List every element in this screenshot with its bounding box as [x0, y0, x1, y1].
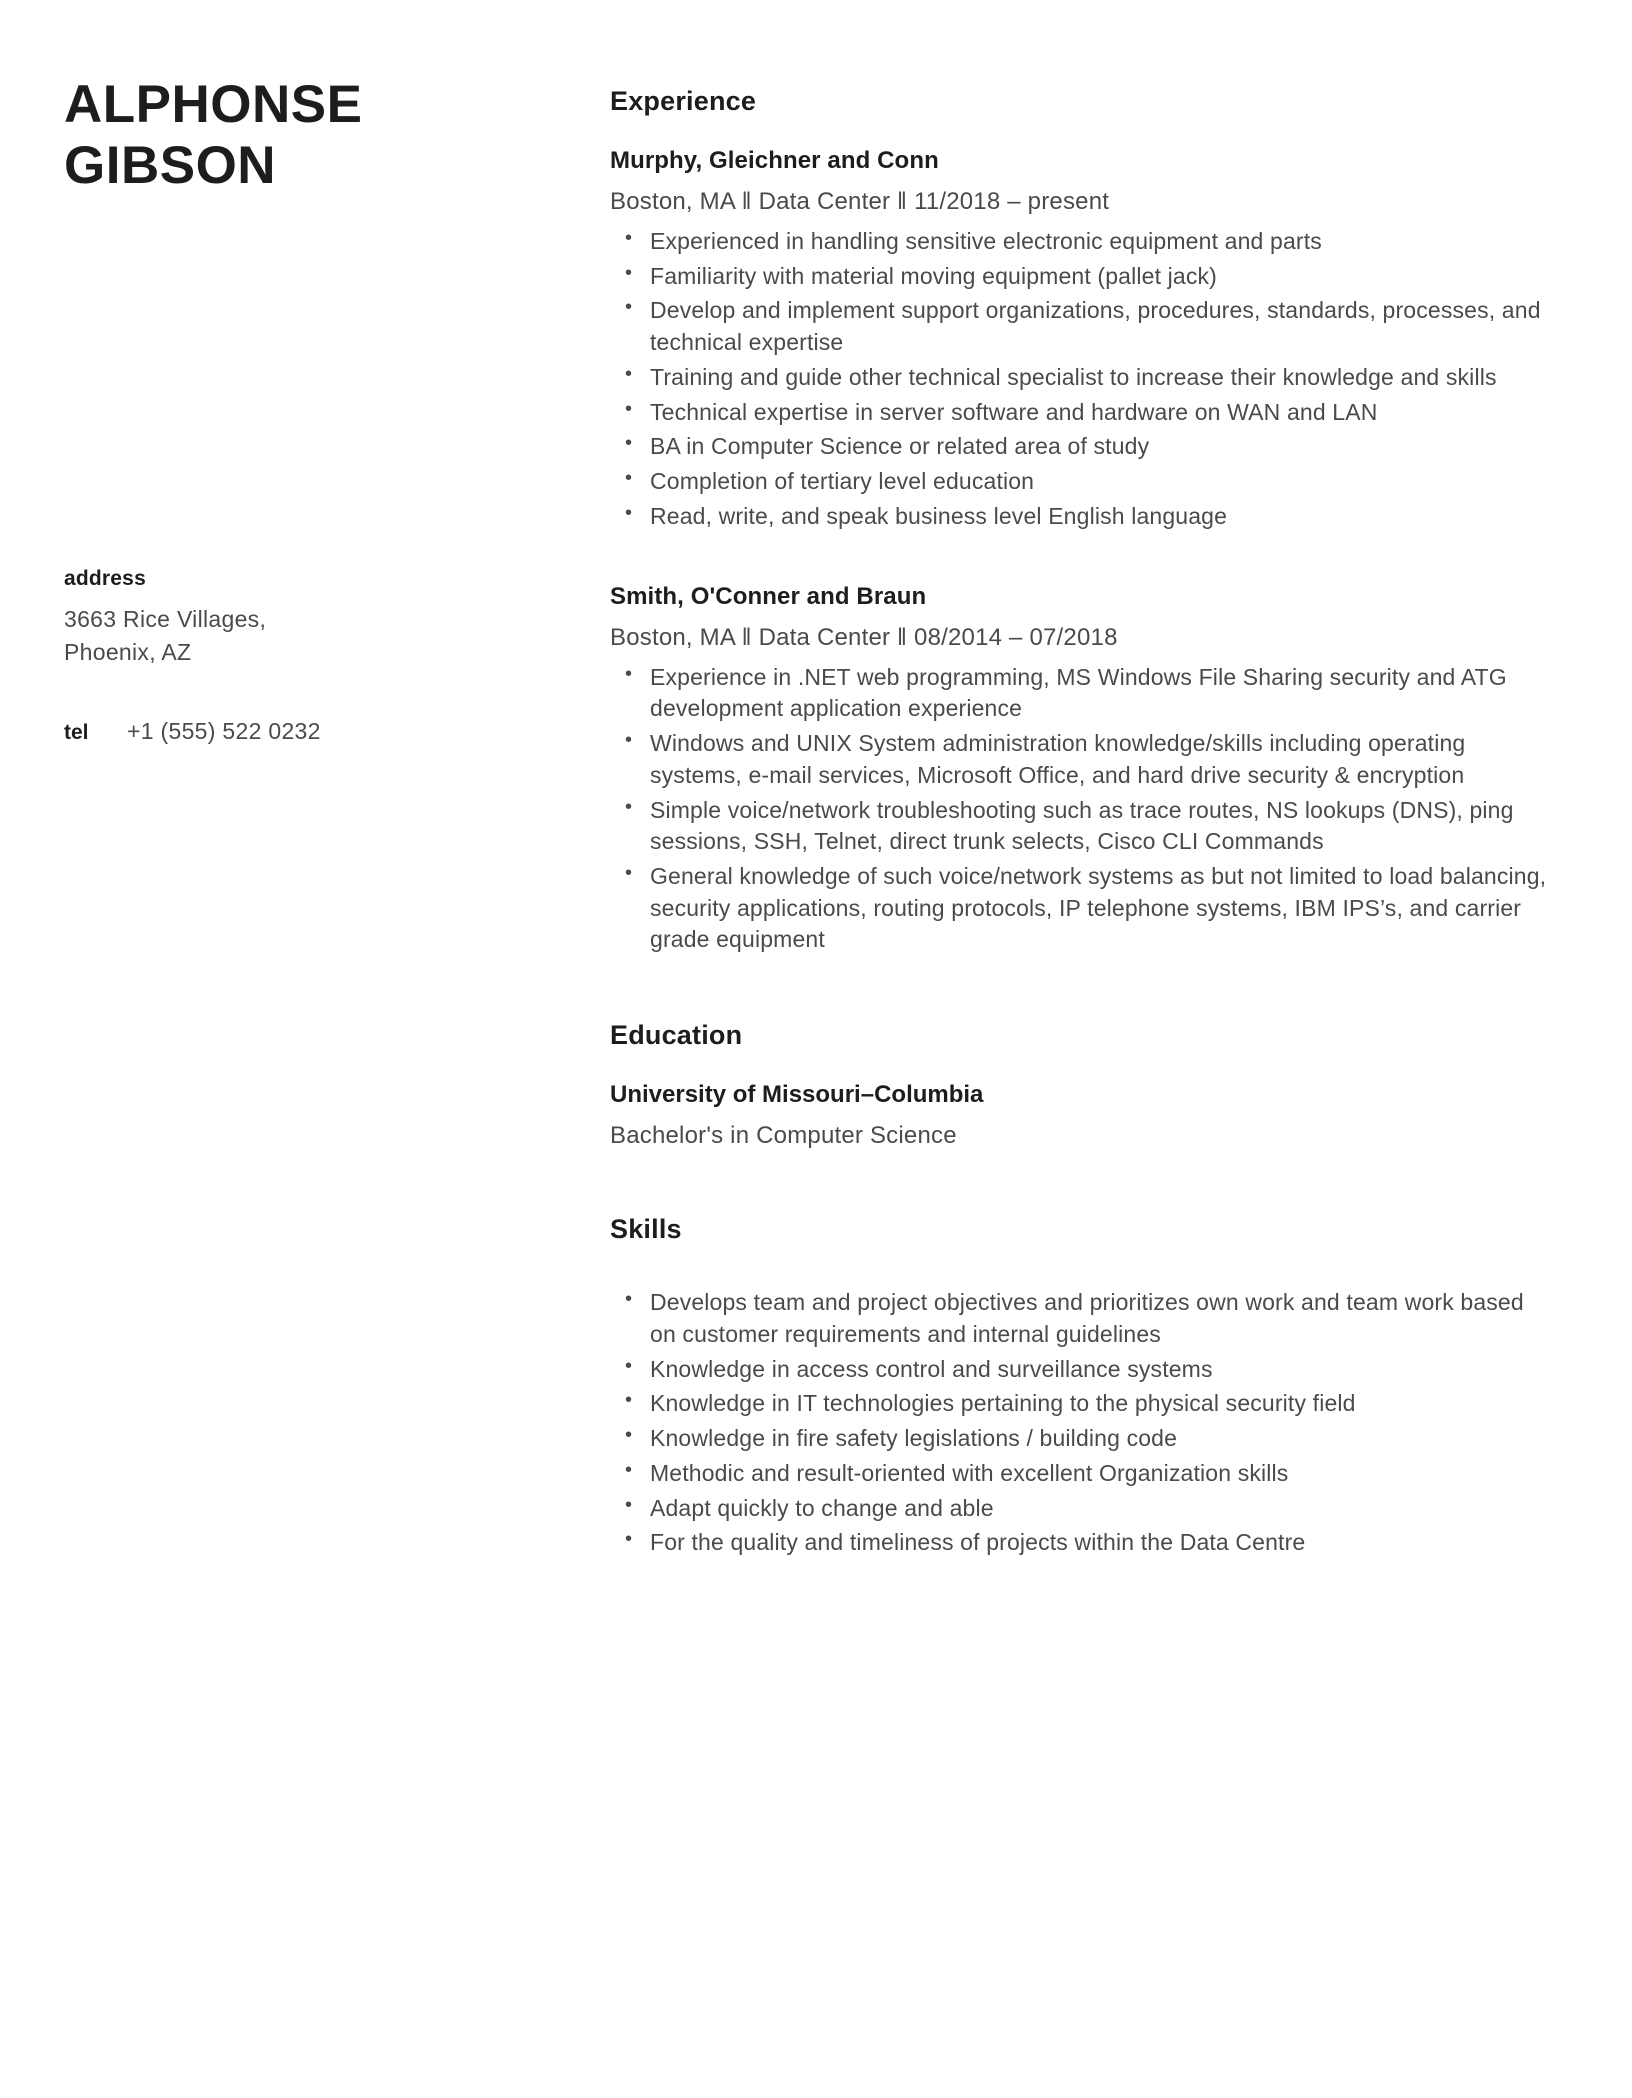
telephone-value: +1 (555) 522 0232	[127, 717, 321, 744]
experience-company: Murphy, Gleichner and Conn	[610, 147, 939, 174]
contact-block	[64, 567, 605, 745]
list-item: • Develops team and project objectives and prioritizes own work and team work based on customer requirements and internal guidelines	[650, 1287, 1550, 1350]
list-item: • Experienced in handling sensitive electronic equipment and parts	[650, 226, 1550, 258]
experience-entry	[610, 583, 1550, 957]
list-item: • BA in Computer Science or related area of study	[650, 431, 1550, 463]
experience-bullets	[610, 226, 1550, 533]
address-label: address	[64, 566, 146, 590]
telephone-row	[64, 718, 605, 745]
candidate-last-name: GIBSON	[64, 136, 277, 196]
list-item: • Training and guide other technical specialist to increase their knowledge and skills	[650, 362, 1550, 394]
list-item: • Knowledge in access control and surveillance systems	[650, 1354, 1550, 1386]
list-item: • Knowledge in fire safety legislations / building code	[650, 1423, 1550, 1455]
address-value	[64, 603, 605, 670]
skills-section-title: Skills	[610, 1214, 682, 1245]
resume-sidebar	[60, 74, 605, 745]
list-item: • Experience in .NET web programming, MS Windows File Sharing security and ATG development application experience	[650, 662, 1550, 725]
skills-section	[610, 1214, 1550, 1559]
list-item: • Familiarity with material moving equipment (pallet jack)	[650, 261, 1550, 293]
experience-meta: Boston, MA ‖ Data Center ‖ 11/2018 – present	[610, 188, 1110, 215]
education-section	[610, 1020, 1550, 1150]
list-item: • Technical expertise in server software and hardware on WAN and LAN	[650, 397, 1550, 429]
list-item: • Read, write, and speak business level English language	[650, 501, 1550, 533]
education-section-title: Education	[610, 1020, 743, 1051]
list-item: • Methodic and result-oriented with excellent Organization skills	[650, 1458, 1550, 1490]
list-item: • For the quality and timeliness of projects within the Data Centre	[650, 1527, 1550, 1559]
address-line-2: Phoenix, AZ	[64, 639, 192, 666]
experience-entry	[610, 147, 1550, 533]
candidate-first-name: ALPHONSE	[64, 75, 363, 134]
experience-section-title: Experience	[610, 86, 757, 116]
resume-main	[605, 74, 1550, 1562]
list-item: • Completion of tertiary level education	[650, 466, 1550, 498]
telephone-label: tel	[64, 720, 89, 744]
address-line-1: 3663 Rice Villages,	[64, 605, 267, 632]
experience-meta: Boston, MA ‖ Data Center ‖ 08/2014 – 07/2018	[610, 623, 1118, 651]
experience-section	[610, 86, 1550, 956]
skills-bullets	[610, 1287, 1550, 1559]
experience-company: Smith, O'Conner and Braun	[610, 582, 927, 610]
candidate-name	[64, 74, 605, 197]
list-item: • Knowledge in IT technologies pertaining to the physical security field	[650, 1388, 1550, 1420]
education-degree: Bachelor's in Computer Science	[610, 1122, 957, 1150]
experience-bullets	[610, 662, 1550, 957]
list-item: • Adapt quickly to change and able	[650, 1493, 1550, 1525]
list-item: • Windows and UNIX System administration knowledge/skills including operating systems, e-mail services, Microsoft Office, and hard drive security & encryption	[650, 728, 1550, 791]
list-item: • General knowledge of such voice/network systems as but not limited to load balancing, security applications, routing protocols, IP telephone systems, IBM IPS’s, and carrier grade equipment	[650, 861, 1550, 956]
list-item: • Develop and implement support organizations, procedures, standards, processes, and technical expertise	[650, 295, 1550, 358]
list-item: • Simple voice/network troubleshooting such as trace routes, NS lookups (DNS), ping sessions, SSH, Telnet, direct trunk selects, Cisco CLI Commands	[650, 795, 1550, 858]
education-entry	[610, 1081, 1550, 1150]
education-school: University of Missouri–Columbia	[610, 1081, 984, 1109]
